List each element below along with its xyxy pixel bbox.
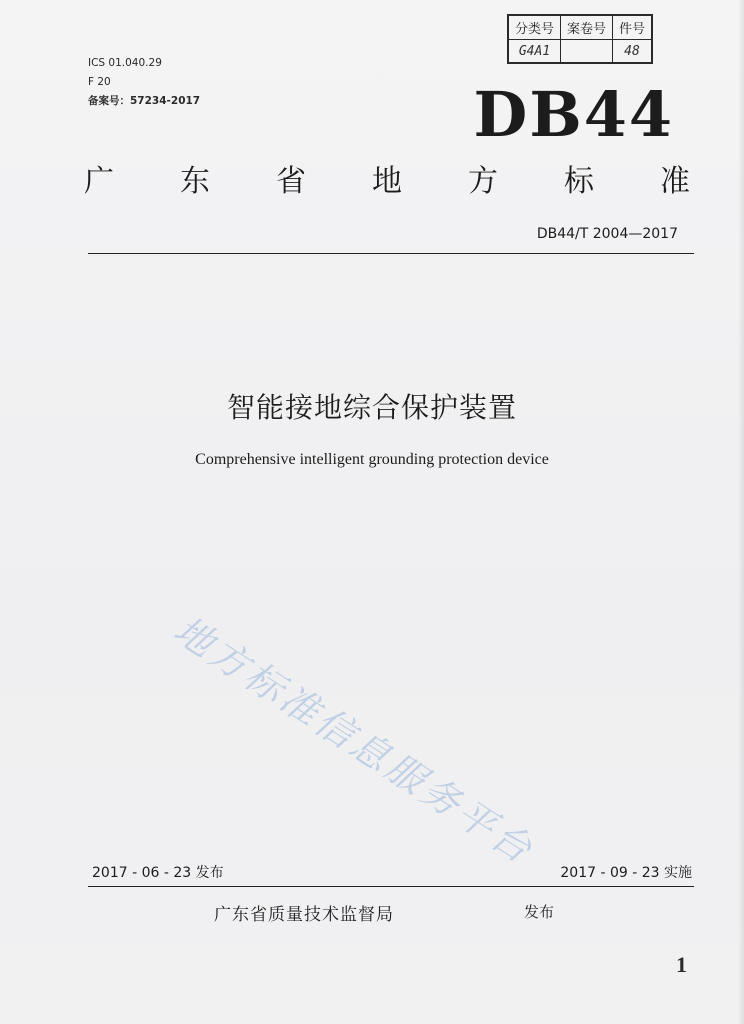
footer-divider (88, 886, 694, 887)
archive-stamp-table (507, 14, 653, 64)
title-chinese: 智能接地综合保护装置 (226, 391, 517, 424)
standard-type-char: 省 (276, 164, 306, 199)
stamp-header-item: 件号 (613, 16, 651, 40)
ccs-code: F 20 (88, 76, 111, 88)
stamp-value-item: 48 (624, 43, 640, 59)
stamp-header-file: 案卷号 (561, 16, 613, 40)
standard-code-mark: DB44 (473, 78, 674, 151)
scan-edge-shadow (738, 0, 744, 1024)
issuing-action: 发布 (524, 903, 555, 921)
stamp-value-category: G4A1 (509, 40, 561, 62)
watermark-text: 地方标准信息服务平台 (166, 607, 543, 874)
standard-type-char: 广 (84, 164, 114, 199)
issue-date: 2017 - 06 - 23 发布 (92, 865, 224, 881)
standard-type-char: 东 (180, 164, 210, 199)
standard-type-char: 准 (660, 164, 690, 199)
filing-number: 备案号：57234-2017 (88, 95, 201, 107)
stamp-header-category: 分类号 (509, 16, 561, 40)
standard-number: DB44/T 2004—2017 (536, 226, 678, 242)
stamp-value-file (561, 40, 613, 62)
classification-meta (88, 54, 200, 111)
title-english: Comprehensive intelligent grounding protection device (195, 451, 549, 468)
standard-type-char: 方 (468, 164, 498, 199)
page-number: 1 (676, 952, 687, 977)
header-divider (88, 253, 694, 254)
standard-type-heading (84, 156, 690, 200)
ics-code: ICS 01.040.29 (88, 57, 162, 69)
standard-type-char: 地 (372, 164, 402, 199)
issuing-authority: 广东省质量技术监督局 (214, 905, 394, 925)
standard-type-char: 标 (564, 164, 594, 199)
implementation-date: 2017 - 09 - 23 实施 (560, 865, 692, 881)
